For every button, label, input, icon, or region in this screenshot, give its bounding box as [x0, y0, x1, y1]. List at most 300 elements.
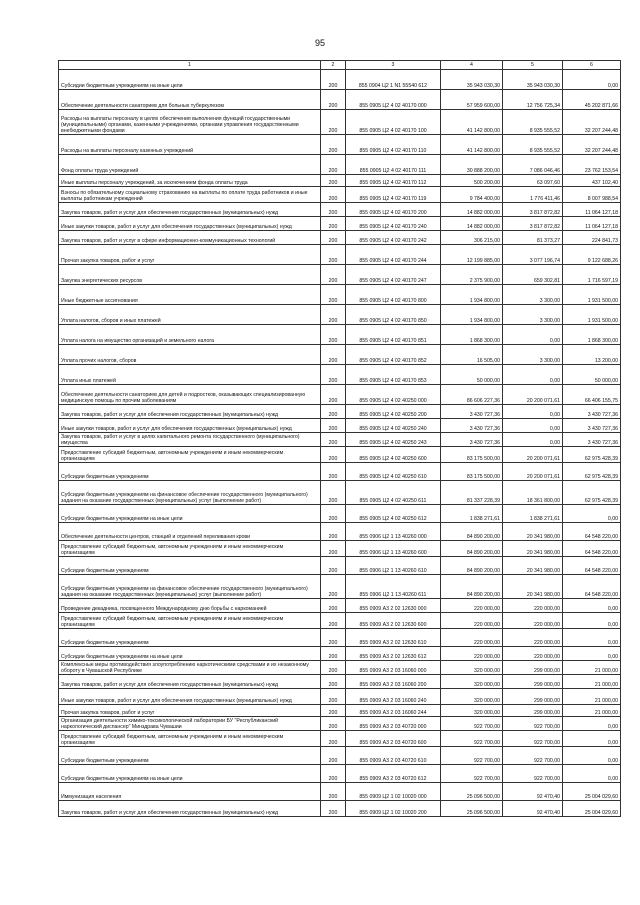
column-header: 3	[346, 61, 441, 70]
line-code: 200	[321, 647, 346, 661]
line-code: 200	[321, 557, 346, 575]
approved-amount: 2 375 900,00	[441, 265, 503, 285]
executed-amount: 922 700,00	[503, 765, 563, 783]
unexecuted-amount: 62 975 428,39	[563, 481, 621, 505]
line-code: 200	[321, 747, 346, 765]
approved-amount: 1 838 271,61	[441, 505, 503, 523]
executed-amount: 922 700,00	[503, 731, 563, 747]
line-item-name: Субсидии бюджетным учреждениям на иные цели	[59, 505, 321, 523]
budget-classification-code: 855 0905 Ц2 4 02 40170 000	[346, 90, 441, 110]
table-row	[59, 481, 621, 505]
table-row	[59, 433, 621, 447]
line-code: 200	[321, 661, 346, 675]
line-code: 200	[321, 217, 346, 231]
table-row	[59, 175, 621, 187]
column-header: 5	[503, 61, 563, 70]
line-item-name: Закупка товаров, работ и услуг в сфере информационно-коммуникационных технологий	[59, 231, 321, 245]
line-item-name: Иные бюджетные ассигнования	[59, 285, 321, 305]
line-item-name: Расходы на выплаты персоналу в целях обеспечения выполнения функций государственными (муниципальными) органами, казенными учреждениями, органами управления государственными внебюджетными фондами	[59, 110, 321, 135]
line-item-name: Закупка товаров, работ и услуг для обеспечения государственных (муниципальных) нужд	[59, 405, 321, 419]
line-code: 200	[321, 345, 346, 365]
approved-amount: 922 700,00	[441, 765, 503, 783]
executed-amount: 299 000,00	[503, 705, 563, 717]
table-row	[59, 523, 621, 541]
executed-amount: 220 000,00	[503, 629, 563, 647]
executed-amount: 20 341 980,00	[503, 523, 563, 541]
approved-amount: 84 890 200,00	[441, 523, 503, 541]
table-row	[59, 135, 621, 155]
approved-amount: 14 882 000,00	[441, 203, 503, 217]
table-row	[59, 675, 621, 689]
executed-amount: 0,00	[503, 433, 563, 447]
approved-amount: 922 700,00	[441, 731, 503, 747]
table-row	[59, 305, 621, 325]
line-code: 200	[321, 305, 346, 325]
budget-classification-code: 855 0905 Ц2 4 02 40250 243	[346, 433, 441, 447]
line-item-name: Предоставление субсидий бюджетным, автономным учреждениям и иным некоммерческим организациям	[59, 447, 321, 463]
approved-amount: 220 000,00	[441, 613, 503, 629]
unexecuted-amount: 3 430 727,36	[563, 419, 621, 433]
table-row	[59, 70, 621, 90]
approved-amount: 25 096 500,00	[441, 783, 503, 801]
executed-amount: 7 086 046,46	[503, 155, 563, 175]
table-row	[59, 110, 621, 135]
line-code: 200	[321, 599, 346, 613]
line-item-name: Взносы по обязательному социальному страхованию на выплаты по оплате труда работников и иные выплаты работникам учреждений	[59, 187, 321, 203]
executed-amount: 81 373,27	[503, 231, 563, 245]
line-item-name: Предоставление субсидий бюджетным, автономным учреждениям и иным некоммерческим организациям	[59, 613, 321, 629]
table-row	[59, 541, 621, 557]
executed-amount: 92 470,40	[503, 801, 563, 817]
budget-classification-code: 855 0905 Ц2 4 02 40170 247	[346, 265, 441, 285]
table-row	[59, 325, 621, 345]
executed-amount: 63 097,60	[503, 175, 563, 187]
line-code: 200	[321, 265, 346, 285]
page-number: 95	[314, 38, 325, 48]
line-code: 200	[321, 419, 346, 433]
line-code: 200	[321, 135, 346, 155]
budget-classification-code: 855 0905 Ц2 4 02 40170 850	[346, 305, 441, 325]
approved-amount: 320 000,00	[441, 661, 503, 675]
unexecuted-amount: 0,00	[563, 747, 621, 765]
line-code: 200	[321, 523, 346, 541]
approved-amount: 35 943 030,30	[441, 70, 503, 90]
budget-classification-code: 855 0905 Ц2 4 02 40250 200	[346, 405, 441, 419]
executed-amount: 35 943 030,30	[503, 70, 563, 90]
line-item-name: Обеспечение деятельности центров, станций и отделений переливания крови	[59, 523, 321, 541]
unexecuted-amount: 9 122 688,26	[563, 245, 621, 265]
executed-amount: 8 935 555,52	[503, 110, 563, 135]
column-header: 6	[563, 61, 621, 70]
table-row	[59, 765, 621, 783]
executed-amount: 3 300,00	[503, 345, 563, 365]
column-header: 4	[441, 61, 503, 70]
line-item-name: Иммунизация населения	[59, 783, 321, 801]
table-row	[59, 747, 621, 765]
line-item-name: Субсидии бюджетным учреждениям	[59, 747, 321, 765]
line-item-name: Расходы на выплаты персоналу казенных учреждений	[59, 135, 321, 155]
approved-amount: 1 868 300,00	[441, 325, 503, 345]
approved-amount: 30 888 200,00	[441, 155, 503, 175]
line-code: 200	[321, 689, 346, 705]
budget-classification-code: 855 0905 Ц2 4 02 40170 110	[346, 135, 441, 155]
table-row	[59, 203, 621, 217]
approved-amount: 220 000,00	[441, 599, 503, 613]
line-item-name: Субсидии бюджетным учреждениям	[59, 463, 321, 481]
executed-amount: 220 000,00	[503, 599, 563, 613]
unexecuted-amount: 21 000,00	[563, 705, 621, 717]
approved-amount: 3 430 727,36	[441, 405, 503, 419]
unexecuted-amount: 0,00	[563, 731, 621, 747]
line-code: 200	[321, 613, 346, 629]
executed-amount: 8 935 555,52	[503, 135, 563, 155]
budget-classification-code: 855 0909 Ц2 1 02 10020 000	[346, 783, 441, 801]
line-item-name: Субсидии бюджетным учреждениям	[59, 557, 321, 575]
line-code: 200	[321, 365, 346, 385]
unexecuted-amount: 0,00	[563, 599, 621, 613]
unexecuted-amount: 23 762 153,54	[563, 155, 621, 175]
unexecuted-amount: 0,00	[563, 765, 621, 783]
executed-amount: 20 200 071,61	[503, 447, 563, 463]
line-item-name: Закупка товаров, работ и услуг для обеспечения государственных (муниципальных) нужд	[59, 203, 321, 217]
line-code: 200	[321, 783, 346, 801]
line-item-name: Иные закупки товаров, работ и услуг для обеспечения государственных (муниципальных) нужд	[59, 217, 321, 231]
line-code: 200	[321, 675, 346, 689]
unexecuted-amount: 21 000,00	[563, 675, 621, 689]
line-code: 200	[321, 231, 346, 245]
line-item-name: Иные закупки товаров, работ и услуг для обеспечения государственных (муниципальных) нужд	[59, 419, 321, 433]
line-item-name: Предоставление субсидий бюджетным, автономным учреждениям и иным некоммерческим организациям	[59, 541, 321, 557]
line-code: 200	[321, 765, 346, 783]
line-item-name: Фонд оплаты труда учреждений	[59, 155, 321, 175]
line-code: 200	[321, 801, 346, 817]
line-item-name: Иные закупки товаров, работ и услуг для обеспечения государственных (муниципальных) нужд	[59, 689, 321, 705]
line-item-name: Обеспечение деятельности санаториев для больных туберкулезом	[59, 90, 321, 110]
line-item-name: Субсидии бюджетным учреждениям на финансовое обеспечение государственного (муниципального) задания на оказание государственных (муниципальных) услуг (выполнение работ)	[59, 575, 321, 599]
table-row	[59, 245, 621, 265]
budget-classification-code: 855 0909 А3 2 03 16060 000	[346, 661, 441, 675]
table-row	[59, 689, 621, 705]
table-row	[59, 419, 621, 433]
budget-classification-code: 855 0905 Ц2 4 02 40170 242	[346, 231, 441, 245]
line-code: 200	[321, 505, 346, 523]
executed-amount: 922 700,00	[503, 717, 563, 731]
budget-classification-code: 855 0909 Ц2 1 02 10020 200	[346, 801, 441, 817]
budget-classification-code: 855 0909 А3 2 03 40720 610	[346, 747, 441, 765]
unexecuted-amount: 64 548 220,00	[563, 575, 621, 599]
unexecuted-amount: 437 102,40	[563, 175, 621, 187]
executed-amount: 659 302,81	[503, 265, 563, 285]
budget-classification-code: 855 0905 Ц2 4 02 40170 852	[346, 345, 441, 365]
executed-amount: 299 000,00	[503, 675, 563, 689]
line-item-name: Организация деятельности химико-токсикологической лаборатории БУ "Республиканский наркологический диспансер" Минздрава Чувашии	[59, 717, 321, 731]
approved-amount: 57 959 600,00	[441, 90, 503, 110]
column-header: 2	[321, 61, 346, 70]
budget-classification-code: 855 0905 Ц2 4 02 40170 200	[346, 203, 441, 217]
unexecuted-amount: 25 004 029,60	[563, 783, 621, 801]
executed-amount: 299 000,00	[503, 689, 563, 705]
executed-amount: 20 341 980,00	[503, 541, 563, 557]
approved-amount: 9 784 400,00	[441, 187, 503, 203]
approved-amount: 41 142 800,00	[441, 110, 503, 135]
budget-classification-code: 855 0905 Ц2 4 02 40170 240	[346, 217, 441, 231]
executed-amount: 20 200 071,61	[503, 463, 563, 481]
unexecuted-amount: 0,00	[563, 717, 621, 731]
approved-amount: 83 175 500,00	[441, 463, 503, 481]
approved-amount: 320 000,00	[441, 675, 503, 689]
budget-classification-code: 855 0906 Ц2 1 13 40260 610	[346, 557, 441, 575]
unexecuted-amount: 21 000,00	[563, 689, 621, 705]
executed-amount: 1 776 411,46	[503, 187, 563, 203]
unexecuted-amount: 224 841,73	[563, 231, 621, 245]
line-code: 200	[321, 110, 346, 135]
budget-table	[58, 60, 621, 817]
unexecuted-amount: 1 716 597,19	[563, 265, 621, 285]
table-row	[59, 463, 621, 481]
approved-amount: 16 505,00	[441, 345, 503, 365]
line-item-name: Уплата прочих налогов, сборов	[59, 345, 321, 365]
budget-classification-code: 855 0905 Ц2 4 02 40170 244	[346, 245, 441, 265]
line-code: 200	[321, 203, 346, 217]
unexecuted-amount: 50 000,00	[563, 365, 621, 385]
table-row	[59, 705, 621, 717]
budget-classification-code: 855 0909 А3 2 03 16060 200	[346, 675, 441, 689]
table-row	[59, 155, 621, 175]
unexecuted-amount: 21 000,00	[563, 661, 621, 675]
unexecuted-amount: 45 202 871,66	[563, 90, 621, 110]
approved-amount: 25 096 500,00	[441, 801, 503, 817]
budget-classification-code: 855 0905 Ц2 4 02 40250 000	[346, 385, 441, 405]
executed-amount: 220 000,00	[503, 647, 563, 661]
table-row	[59, 345, 621, 365]
executed-amount: 3 817 872,82	[503, 217, 563, 231]
line-item-name: Субсидии бюджетным учреждениям на иные цели	[59, 765, 321, 783]
table-row	[59, 575, 621, 599]
budget-classification-code: 855 0909 А3 2 02 12630 000	[346, 599, 441, 613]
budget-classification-code: 855 0906 Ц2 1 13 40260 600	[346, 541, 441, 557]
table-row	[59, 629, 621, 647]
line-code: 200	[321, 705, 346, 717]
table-row	[59, 265, 621, 285]
budget-classification-code: 855 0905 Ц2 4 02 40250 240	[346, 419, 441, 433]
budget-classification-code: 855 0905 Ц2 4 02 40250 600	[346, 447, 441, 463]
table-row	[59, 285, 621, 305]
unexecuted-amount: 3 430 727,36	[563, 405, 621, 419]
unexecuted-amount: 66 406 155,75	[563, 385, 621, 405]
executed-amount: 922 700,00	[503, 747, 563, 765]
executed-amount: 0,00	[503, 419, 563, 433]
executed-amount: 220 000,00	[503, 613, 563, 629]
table-row	[59, 187, 621, 203]
budget-classification-code: 855 0906 Ц2 1 13 40260 611	[346, 575, 441, 599]
table-row	[59, 505, 621, 523]
table-row	[59, 385, 621, 405]
budget-classification-code: 855 0904 Ц2 1 N1 55540 612	[346, 70, 441, 90]
unexecuted-amount: 0,00	[563, 70, 621, 90]
executed-amount: 92 470,40	[503, 783, 563, 801]
approved-amount: 84 890 200,00	[441, 541, 503, 557]
line-item-name: Иные выплаты персоналу учреждений, за исключением фонда оплаты труда	[59, 175, 321, 187]
unexecuted-amount: 11 064 127,18	[563, 217, 621, 231]
executed-amount: 3 077 196,74	[503, 245, 563, 265]
approved-amount: 306 215,00	[441, 231, 503, 245]
unexecuted-amount: 11 064 127,18	[563, 203, 621, 217]
approved-amount: 12 199 885,00	[441, 245, 503, 265]
line-item-name: Субсидии бюджетным учреждениям	[59, 629, 321, 647]
approved-amount: 320 000,00	[441, 705, 503, 717]
unexecuted-amount: 0,00	[563, 505, 621, 523]
budget-classification-code: 855 0905 Ц2 4 02 40170 100	[346, 110, 441, 135]
line-item-name: Комплексные меры противодействия злоупотреблению наркотическими средствами и их незаконному обороту в Чувашской Республике	[59, 661, 321, 675]
unexecuted-amount: 0,00	[563, 613, 621, 629]
line-code: 200	[321, 433, 346, 447]
unexecuted-amount: 62 975 428,39	[563, 463, 621, 481]
executed-amount: 12 756 725,34	[503, 90, 563, 110]
line-code: 200	[321, 175, 346, 187]
executed-amount: 20 200 071,61	[503, 385, 563, 405]
line-code: 200	[321, 70, 346, 90]
executed-amount: 3 300,00	[503, 305, 563, 325]
line-code: 200	[321, 731, 346, 747]
table-row	[59, 647, 621, 661]
budget-classification-code: 855 0909 А3 2 02 12630 600	[346, 613, 441, 629]
table-row	[59, 661, 621, 675]
line-code: 200	[321, 405, 346, 419]
executed-amount: 3 817 872,82	[503, 203, 563, 217]
line-code: 200	[321, 285, 346, 305]
unexecuted-amount: 64 548 220,00	[563, 523, 621, 541]
unexecuted-amount: 1 931 500,00	[563, 305, 621, 325]
budget-classification-code: 855 0909 А3 2 03 16060 244	[346, 705, 441, 717]
column-header: 1	[59, 61, 321, 70]
table-row	[59, 90, 621, 110]
approved-amount: 83 175 500,00	[441, 447, 503, 463]
line-code: 200	[321, 717, 346, 731]
approved-amount: 3 430 727,36	[441, 419, 503, 433]
unexecuted-amount: 32 207 244,48	[563, 135, 621, 155]
approved-amount: 84 890 200,00	[441, 575, 503, 599]
budget-classification-code: 855 0909 А3 2 02 12630 612	[346, 647, 441, 661]
table-row	[59, 231, 621, 245]
line-code: 200	[321, 155, 346, 175]
approved-amount: 1 934 800,00	[441, 285, 503, 305]
table-row	[59, 613, 621, 629]
line-item-name: Уплата иных платежей	[59, 365, 321, 385]
line-code: 200	[321, 463, 346, 481]
executed-amount: 0,00	[503, 325, 563, 345]
table-row	[59, 731, 621, 747]
executed-amount: 18 361 800,00	[503, 481, 563, 505]
line-item-name: Закупка энергетических ресурсов	[59, 265, 321, 285]
line-code: 200	[321, 541, 346, 557]
line-code: 200	[321, 629, 346, 647]
budget-classification-code: 855 0905 Ц2 4 02 40250 611	[346, 481, 441, 505]
line-item-name: Закупка товаров, работ и услуг для обеспечения государственных (муниципальных) нужд	[59, 801, 321, 817]
approved-amount: 3 430 727,36	[441, 433, 503, 447]
unexecuted-amount: 0,00	[563, 647, 621, 661]
executed-amount: 20 341 980,00	[503, 557, 563, 575]
approved-amount: 220 000,00	[441, 647, 503, 661]
unexecuted-amount: 1 931 500,00	[563, 285, 621, 305]
budget-classification-code: 855 0909 А3 2 03 16060 240	[346, 689, 441, 705]
executed-amount: 0,00	[503, 365, 563, 385]
table-row	[59, 783, 621, 801]
table-row	[59, 365, 621, 385]
unexecuted-amount: 1 868 300,00	[563, 325, 621, 345]
approved-amount: 320 000,00	[441, 689, 503, 705]
unexecuted-amount: 32 207 244,48	[563, 110, 621, 135]
approved-amount: 84 890 200,00	[441, 557, 503, 575]
line-code: 200	[321, 245, 346, 265]
unexecuted-amount: 64 548 220,00	[563, 557, 621, 575]
line-item-name: Прочая закупка товаров, работ и услуг	[59, 245, 321, 265]
approved-amount: 500 200,00	[441, 175, 503, 187]
table-row	[59, 717, 621, 731]
budget-classification-code: 855 0909 А3 2 03 40720 000	[346, 717, 441, 731]
executed-amount: 1 838 271,61	[503, 505, 563, 523]
line-item-name: Проведение декадника, посвященного Международному дню борьбы с наркоманией	[59, 599, 321, 613]
line-code: 200	[321, 575, 346, 599]
approved-amount: 14 882 000,00	[441, 217, 503, 231]
budget-classification-code: 855 0906 Ц2 1 13 40260 000	[346, 523, 441, 541]
line-item-name: Прочая закупка товаров, работ и услуг	[59, 705, 321, 717]
executed-amount: 20 341 980,00	[503, 575, 563, 599]
line-item-name: Субсидии бюджетным учреждениям на иные цели	[59, 70, 321, 90]
line-item-name: Уплата налогов, сборов и иных платежей	[59, 305, 321, 325]
approved-amount: 41 142 800,00	[441, 135, 503, 155]
budget-classification-code: 855 0905 Ц2 4 02 40170 800	[346, 285, 441, 305]
executed-amount: 3 300,00	[503, 285, 563, 305]
line-item-name: Закупка товаров, работ и услуг в целях капитального ремонта государственного (муниципального) имущества	[59, 433, 321, 447]
budget-classification-code: 855 0905 Ц2 4 02 40170 112	[346, 175, 441, 187]
line-code: 200	[321, 447, 346, 463]
line-code: 200	[321, 187, 346, 203]
unexecuted-amount: 3 430 727,36	[563, 433, 621, 447]
executed-amount: 0,00	[503, 405, 563, 419]
approved-amount: 50 000,00	[441, 365, 503, 385]
table-row	[59, 801, 621, 817]
unexecuted-amount: 0,00	[563, 629, 621, 647]
line-item-name: Субсидии бюджетным учреждениям на иные цели	[59, 647, 321, 661]
budget-classification-code: 855 0905 Ц2 4 02 40250 610	[346, 463, 441, 481]
budget-classification-code: 855 0909 А3 2 02 12630 610	[346, 629, 441, 647]
budget-classification-code: 855 0905 Ц2 4 02 40170 119	[346, 187, 441, 203]
unexecuted-amount: 64 548 220,00	[563, 541, 621, 557]
approved-amount: 922 700,00	[441, 747, 503, 765]
table-header-row	[59, 61, 621, 70]
unexecuted-amount: 13 200,00	[563, 345, 621, 365]
executed-amount: 299 000,00	[503, 661, 563, 675]
line-item-name: Закупка товаров, работ и услуг для обеспечения государственных (муниципальных) нужд	[59, 675, 321, 689]
line-item-name: Субсидии бюджетным учреждениям на финансовое обеспечение государственного (муниципального) задания на оказание государственных (муниципальных) услуг (выполнение работ)	[59, 481, 321, 505]
budget-classification-code: 855 0905 Ц2 4 02 40170 853	[346, 365, 441, 385]
budget-classification-code: 855 0905 Ц2 4 02 40170 851	[346, 325, 441, 345]
line-item-name: Уплата налога на имущество организаций и земельного налога	[59, 325, 321, 345]
budget-classification-code: 855 0909 А3 2 03 40720 600	[346, 731, 441, 747]
budget-classification-code: 855 0905 Ц2 4 02 40170 111	[346, 155, 441, 175]
budget-classification-code: 855 0909 А3 2 03 40720 612	[346, 765, 441, 783]
unexecuted-amount: 25 004 029,60	[563, 801, 621, 817]
table-row	[59, 405, 621, 419]
line-item-name: Обеспечение деятельности санаториев для детей и подростков, оказывающих специализированную медицинскую помощь по прочим заболеваниям	[59, 385, 321, 405]
line-code: 200	[321, 325, 346, 345]
table-row	[59, 557, 621, 575]
line-code: 200	[321, 90, 346, 110]
table-row	[59, 599, 621, 613]
approved-amount: 220 000,00	[441, 629, 503, 647]
approved-amount: 86 606 227,36	[441, 385, 503, 405]
unexecuted-amount: 8 007 988,54	[563, 187, 621, 203]
